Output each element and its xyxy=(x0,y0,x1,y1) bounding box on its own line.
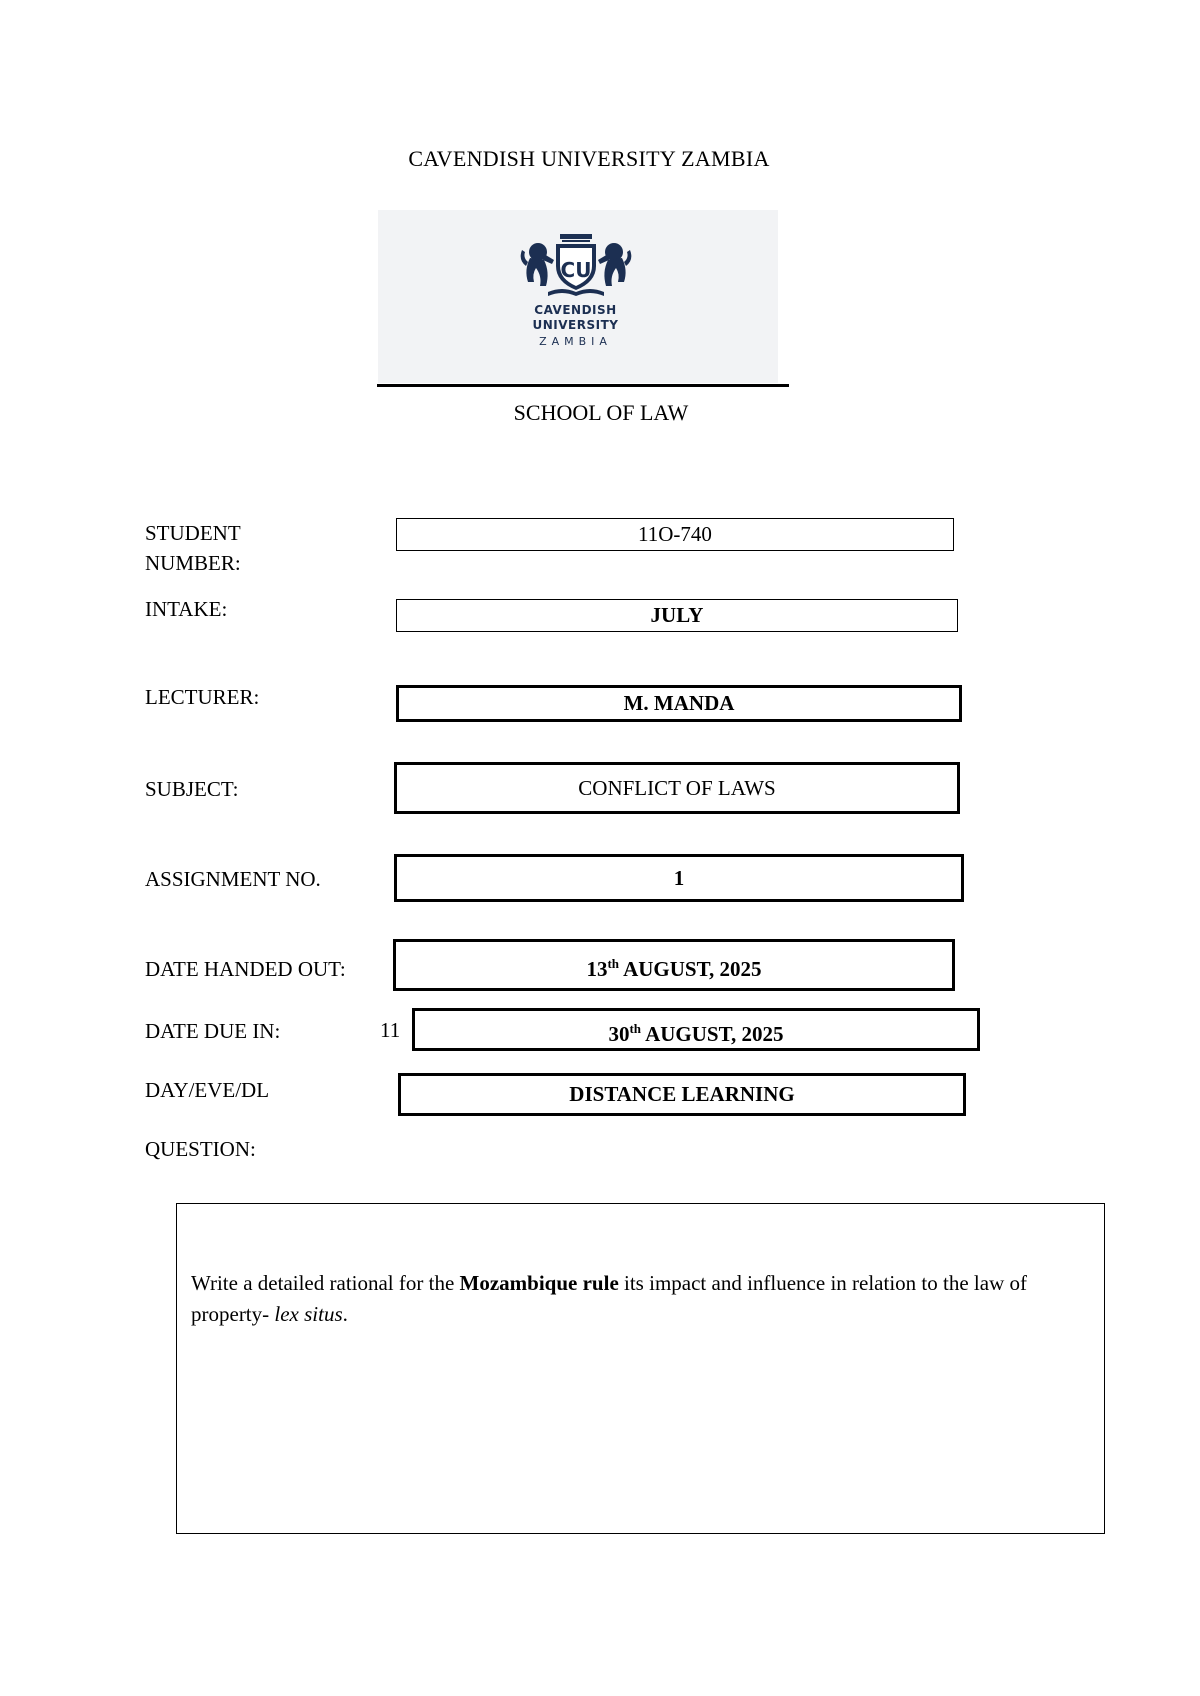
assignment-no-label: ASSIGNMENT NO. xyxy=(145,867,321,891)
question-part3: . xyxy=(342,1302,348,1326)
question-label: QUESTION: xyxy=(145,1137,256,1161)
header-divider xyxy=(377,384,789,387)
mode-label: DAY/EVE/DL xyxy=(145,1078,270,1102)
intake-field: JULY xyxy=(396,599,958,632)
date-handed-out-field xyxy=(393,939,955,991)
date-handed-out-day: 13 xyxy=(586,957,608,981)
student-number-field: 11O-740 xyxy=(396,518,954,551)
date-handed-out-rest: AUGUST, 2025 xyxy=(619,957,762,981)
school-title: SCHOOL OF LAW xyxy=(513,400,689,425)
logo-text-line3: ZAMBIA xyxy=(539,335,612,348)
question-bold-term: Mozambique rule xyxy=(459,1271,619,1295)
logo-text-line2: UNIVERSITY xyxy=(532,318,619,332)
question-part1: Write a detailed rational for the xyxy=(191,1271,460,1295)
date-due-in-field xyxy=(412,1008,980,1051)
date-due-in-day: 30 xyxy=(608,1022,630,1046)
question-part2: its impact and influence in relation to the law of property- xyxy=(191,1271,1027,1326)
lecturer-label: LECTURER: xyxy=(145,685,260,709)
student-number-label xyxy=(145,518,241,578)
student-number-label-line2: NUMBER: xyxy=(145,551,241,575)
assignment-no-field: 1 xyxy=(394,854,964,902)
date-handed-out-suffix: th xyxy=(607,956,619,971)
question-text xyxy=(191,1268,1091,1330)
date-due-in-rest: AUGUST, 2025 xyxy=(641,1022,784,1046)
university-logo xyxy=(378,210,778,383)
crest-icon xyxy=(516,230,636,302)
question-box xyxy=(176,1203,1105,1534)
logo-initials: CU xyxy=(560,258,592,282)
intake-label: INTAKE: xyxy=(145,597,228,621)
student-number-label-line1: STUDENT xyxy=(145,521,241,545)
logo-text-line1: CAVENDISH xyxy=(534,303,617,317)
lecturer-field: M. MANDA xyxy=(396,685,962,722)
subject-field: CONFLICT OF LAWS xyxy=(394,762,960,814)
question-italic-term: lex situs xyxy=(274,1302,343,1326)
subject-label: SUBJECT: xyxy=(145,777,239,801)
mode-field: DISTANCE LEARNING xyxy=(398,1073,966,1116)
date-due-in-label: DATE DUE IN: xyxy=(145,1019,281,1043)
university-title: CAVENDISH UNIVERSITY ZAMBIA xyxy=(408,146,770,171)
date-due-in-suffix: th xyxy=(629,1021,641,1036)
date-due-in-prefix: 11 xyxy=(380,1018,401,1042)
date-handed-out-label: DATE HANDED OUT: xyxy=(145,957,346,981)
